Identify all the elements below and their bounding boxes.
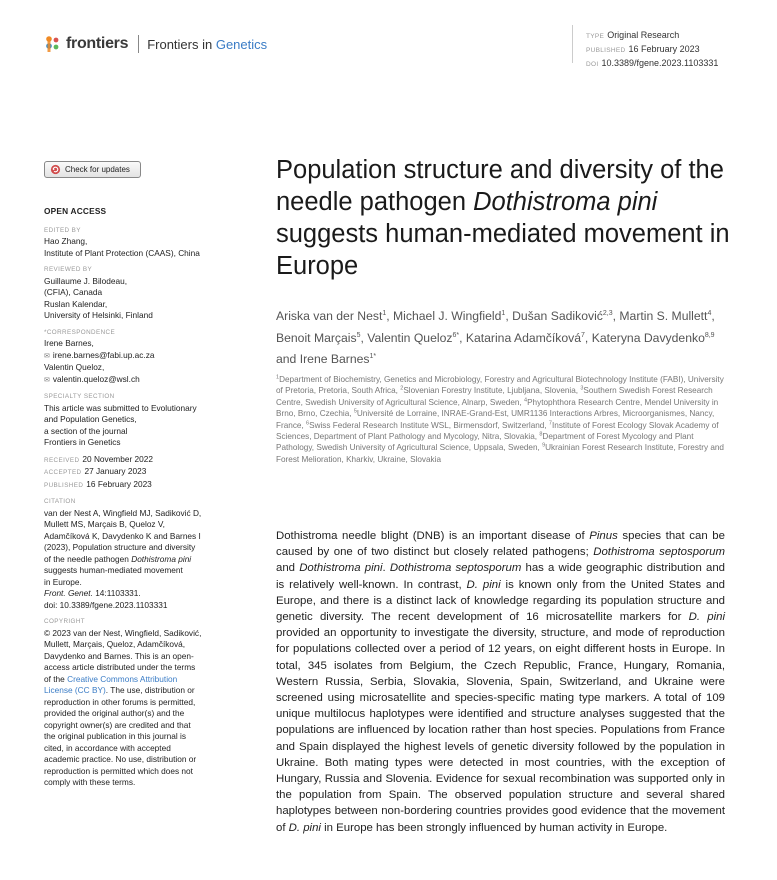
- affiliation-text: Phytophthora Research Centre, Mendel University in Brno, Brno, Czechia,: [276, 397, 719, 419]
- species-name: D. pini: [466, 578, 501, 591]
- affiliation-number: 4: [524, 397, 528, 404]
- correspondence-block: *CORRESPONDENCE Irene Barnes, ✉ irene.barnes@fabi.up.ac.za Valentin Queloz, ✉ valentin.queloz@wsl.ch: [44, 328, 155, 384]
- affiliation-text: Institute of Forest Ecology Slovak Academy of Sciences, Department of Plant Pathology and Mycology, Nitra, Slovakia,: [276, 420, 719, 442]
- affiliation-text: Swiss Federal Research Institute WSL, Birmensdorf, Switzerland,: [309, 420, 549, 430]
- affiliation-text: Slovenian Forestry Institute, Ljubljana, Slovenia,: [403, 386, 581, 396]
- species-name: D. pini: [288, 821, 321, 834]
- author-name[interactable]: Irene Barnes: [299, 352, 370, 366]
- species-name: Dothistroma pini: [299, 562, 383, 575]
- open-access-label: OPEN ACCESS: [44, 206, 107, 216]
- doi[interactable]: 10.3389/fgene.2023.1103331: [601, 58, 719, 68]
- specialty-section-block: SPECIALTY SECTION This article was submitted to Evolutionary and Population Genetics, a section of the journal Frontiers in Genetics: [44, 393, 197, 447]
- journal-name: Frontiers in Genetics: [147, 36, 268, 52]
- affiliation-number: 5: [353, 408, 357, 415]
- copyright-block: COPYRIGHT © 2023 van der Nest, Wingfield, Sadiković, Mullett, Marçais, Queloz, Adamčíková, Davydenko and Barnes. This is an open- access article distributed under the terms of the Creative Commons Attribution License (CC BY). The use, distribution or reproduction in other forums is permitted, provided the original author(s) and the copyright owner(s) are credited and that the original publication in this journal is cited, in accordance with accepted academic practice. No use, distribution or reproduction is permitted which does not comply with these terms.: [44, 618, 202, 787]
- affiliations: [276, 374, 728, 465]
- article-sidebar: [44, 206, 229, 794]
- mail-icon: ✉: [44, 376, 50, 384]
- citation-doi[interactable]: doi: 10.3389/fgene.2023.1103331: [44, 599, 168, 610]
- author-name[interactable]: Ariska van der Nest: [276, 309, 383, 323]
- author-name[interactable]: Martin S. Mullett: [619, 309, 708, 323]
- affiliation-text: Université de Lorraine, INRAE-Grand-Est, UMR1136 Interactions Arbres, Microorganismes, Nancy, France,: [276, 409, 715, 430]
- affiliation-number: 3: [580, 385, 584, 392]
- cc-license-link[interactable]: Creative Commons Attribution: [67, 673, 178, 684]
- author-affiliation-mark: 2,3: [602, 309, 613, 317]
- mail-icon: ✉: [44, 352, 50, 360]
- author-affiliation-mark: 4: [707, 309, 712, 317]
- author-name[interactable]: Dušan Sadiković: [512, 309, 603, 323]
- article-meta: TYPE Original Research PUBLISHED 16 February 2023 DOI 10.3389/fgene.2023.1103331: [586, 30, 719, 68]
- author-affiliation-mark: 5: [356, 331, 361, 339]
- affiliation-text: Ukrainian Forest Research Institute, Forestry and Forest Melioration, Kharkiv, Ukraine, Slovakia: [276, 443, 724, 464]
- species-name: Dothistroma septosporum: [389, 562, 522, 575]
- author-affiliation-mark: 6*: [452, 331, 460, 339]
- author-name[interactable]: Valentin Queloz: [367, 330, 453, 345]
- affiliation-number: 6: [306, 419, 310, 426]
- author-affiliation-mark: 1*: [369, 352, 377, 360]
- author-affiliation-mark: 1: [382, 309, 387, 317]
- author-affiliation-mark: 1: [501, 309, 506, 317]
- affiliation-number: 8: [539, 431, 543, 438]
- affiliation-number: 7: [548, 419, 552, 426]
- affiliation-text: Southern Swedish Forest Research Centre, Swedish University of Agricultural Science, Alnarp, Sweden,: [276, 386, 713, 407]
- abstract: Dothistroma needle blight (DNB) is an important disease of Pinus species that can be caused by one of two distinct but closely related pathogens; Dothistroma septosporum and Dothistroma pini. Dothistroma septosporum has a wide geographic distribution and is relatively well-known. In contrast, D. pini is known only from the United States and Europe, and there is a distinct lack of knowledge regarding its population structure and genetic diversity. The recent development of 16 microsatellite markers for D. pini provided an opportunity to investigate the diversity, structure, and mode of reproduction for populations collected over a period of 12 years, on eight different hosts in Europe. In total, 345 isolates from Belgium, the Czech Republic, France, Hungary, Romania, Western Russia, Serbia, Slovakia, Slovenia, Spain, Switzerland, and Ukraine were screened using microsatellite and species-specific mating type markers. A total of 109 unique multilocus haplotypes were identified and structure analyses suggested that the populations are influenced by location rather than host species. Populations from France and Spain displayed the highest levels of genetic diversity followed by the population in Ukraine. Both mating types were detected in most countries, with the exception of Hungary, Russia and Slovenia. Evidence for sexual recombination was supported only in the population from Spain. The observed population structure and several shared haplotypes between non-bordering countries provides good evidence that the movement of D. pini in Europe has been strongly influenced by human activity in Europe.: [276, 530, 725, 834]
- species-name: Pinus: [589, 530, 618, 542]
- published-date: 16 February 2023: [628, 44, 700, 54]
- affiliation-text: Department of Forest Mycology and Plant Pathology, Swedish University of Agricultural Science, Uppsala, Sweden,: [276, 432, 694, 453]
- divider: [138, 35, 139, 53]
- check-for-updates-button[interactable]: Check for updates: [44, 161, 141, 178]
- email-link[interactable]: valentin.queloz@wsl.ch: [52, 373, 140, 384]
- dates-block: RECEIVED 20 November 2022 ACCEPTED 27 January 2023 PUBLISHED 16 February 2023: [44, 453, 153, 489]
- affiliation-text: Department of Biochemistry, Genetics and Microbiology, Forestry and Agricultural Biotechnology Institute (FABI), University of Pretoria, Pretoria, South Africa,: [276, 375, 724, 396]
- author-name[interactable]: Katarina Adamčíková: [465, 330, 582, 345]
- article-title: Population structure and diversity of the needle pathogen Dothistroma pini suggests human-mediated movement in Europe: [276, 156, 730, 280]
- author-name[interactable]: Michael J. Wingfield: [393, 309, 502, 323]
- species-name: Dothistroma septosporum: [593, 546, 725, 559]
- brand-name: frontiers: [66, 35, 129, 52]
- frontiers-logo[interactable]: [44, 35, 267, 53]
- affiliation-number: 2: [400, 385, 404, 392]
- frontiers-logo-icon: [44, 35, 62, 53]
- author-affiliation-mark: 8,9: [704, 331, 715, 339]
- cc-license-link[interactable]: License (CC BY): [44, 685, 106, 695]
- refresh-icon: [50, 164, 61, 175]
- author-name[interactable]: Kateryna Davydenko: [591, 330, 705, 345]
- edited-by-block: EDITED BY Hao Zhang, Institute of Plant Protection (CAAS), China: [44, 226, 200, 258]
- affiliation-number: 1: [276, 374, 280, 381]
- author-list: Ariska van der Nest$^1$, Michael J. Wingfield$^1$, Dušan Sadiković$^{2,3}$, Martin S. Mullett$^4$, Benoit Marçais$^5$, Valentin Queloz$^{6*}$, Katarina Adamčíková$^7$, Kateryna Davydenko$^{8,9}$ and Irene Barnes$^{1*}$: [276, 309, 715, 366]
- article-type: Original Research: [607, 30, 680, 40]
- citation-block: CITATION van der Nest A, Wingfield MJ, Sadiković D, Mullett MS, Marçais B, Queloz V, Adamčíková K, Davydenko K and Barnes I (2023), Population structure and diversity of the needle pathogen Dothistroma pini suggests human-mediated movement in Europe. Front. Genet. 14:1103331. doi: 10.3389/fgene.2023.1103331: [44, 496, 229, 611]
- email-link[interactable]: irene.barnes@fabi.up.ac.za: [52, 349, 155, 360]
- author-affiliation-mark: 7: [581, 331, 585, 339]
- meta-divider: [572, 25, 573, 63]
- species-name: D. pini: [688, 611, 725, 624]
- affiliation-number: 9: [542, 442, 546, 449]
- author-name[interactable]: Benoit Marçais: [276, 330, 357, 345]
- reviewed-by-block: REVIEWED BY Guillaume J. Bilodeau, (CFIA), Canada Ruslan Kalendar, University of Helsinki, Finland: [44, 266, 153, 320]
